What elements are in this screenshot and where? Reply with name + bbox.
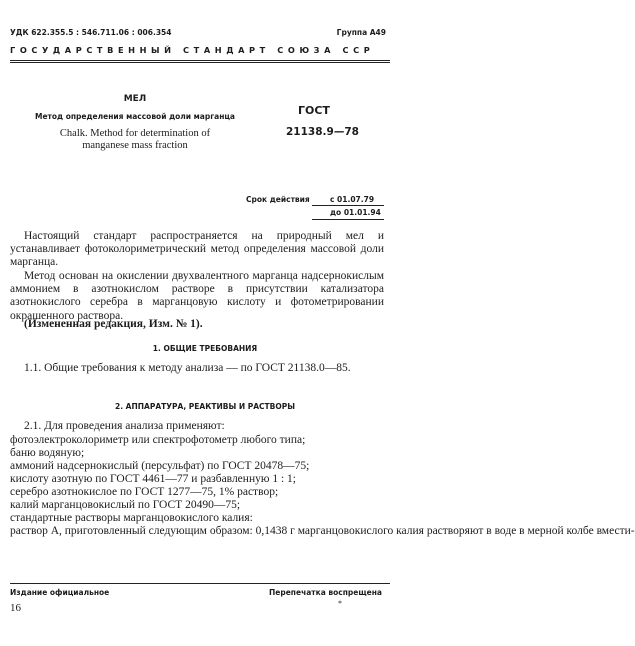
subtitle-en: manganese mass fraction (82, 140, 188, 151)
reprint-notice: Перепечатка воспрещена (268, 588, 382, 597)
header-rule (10, 62, 390, 63)
footer-rule (10, 583, 390, 584)
validity-from: с 01.07.79 (330, 195, 375, 204)
list-item: аммоний надсернокислый (персульфат) по ГОСТ 20478—75; (10, 460, 310, 472)
validity-rule (312, 219, 384, 220)
section-1-title: 1. ОБЩИЕ ТРЕБОВАНИЯ (152, 344, 258, 353)
amendment-note: (Измененная редакция, Изм. № 1). (24, 318, 203, 330)
group-code: Группа А49 (336, 28, 386, 37)
section-2-title: 2. АППАРАТУРА, РЕАКТИВЫ И РАСТВОРЫ (114, 402, 296, 411)
validity-rule (312, 205, 384, 206)
clause-1-1: 1.1. Общие требования к методу анализа — по ГОСТ 21138.0—85. (24, 362, 351, 374)
method-paragraph: Метод основан на окислении двухвалентного марганца надсернокислым аммонием в азотнокислом растворе в присутствии катализатора азотнокислого серебра в марганцовую кислоту и фотометрировании окрашенного раствора. (10, 270, 384, 322)
subtitle-en: Chalk. Method for determination of (59, 128, 211, 139)
clause-2-1: 2.1. Для проведения анализа применяют: (24, 420, 225, 432)
validity-label: Срок действия (246, 195, 310, 204)
intro-paragraph: Настоящий стандарт распространяется на природный мел и устанавливает фотоколориметрический метод определения массовой доли марганца. (10, 230, 384, 269)
list-item: кислоту азотную по ГОСТ 4461—77 и разбавленную 1 : 1; (10, 473, 296, 485)
list-item: серебро азотнокислое по ГОСТ 1277—75, 1% раствор; (10, 486, 279, 498)
gost-number: 21138.9—78 (286, 126, 359, 138)
list-item: раствор А, приготовленный следующим образом: 0,1438 г марганцовокислого калия растворяют в воде в мерной колбе вмести- (10, 525, 635, 537)
official-edition: Издание официальное (10, 588, 110, 597)
list-item: калий марганцовокислый по ГОСТ 20490—75; (10, 499, 241, 511)
list-item: фотоэлектроколориметр или спектрофотометр любого типа; (10, 434, 306, 446)
footnote-mark: * (338, 599, 342, 608)
header-rule (10, 60, 390, 61)
document-title: МЕЛ (123, 94, 147, 104)
standard-header: ГОСУДАРСТВЕННЫЙ СТАНДАРТ СОЮЗА ССР (10, 45, 375, 55)
validity-to: до 01.01.94 (330, 208, 381, 217)
udk-code: УДК 622.355.5 : 546.711.06 : 006.354 (10, 28, 172, 37)
gost-label: ГОСТ (298, 104, 330, 117)
list-item: баню водяную; (10, 447, 85, 459)
page-number: 16 (10, 602, 21, 614)
list-item: стандартные растворы марганцовокислого калия: (10, 512, 253, 524)
subtitle-ru: Метод определения массовой доли марганца (34, 112, 235, 121)
